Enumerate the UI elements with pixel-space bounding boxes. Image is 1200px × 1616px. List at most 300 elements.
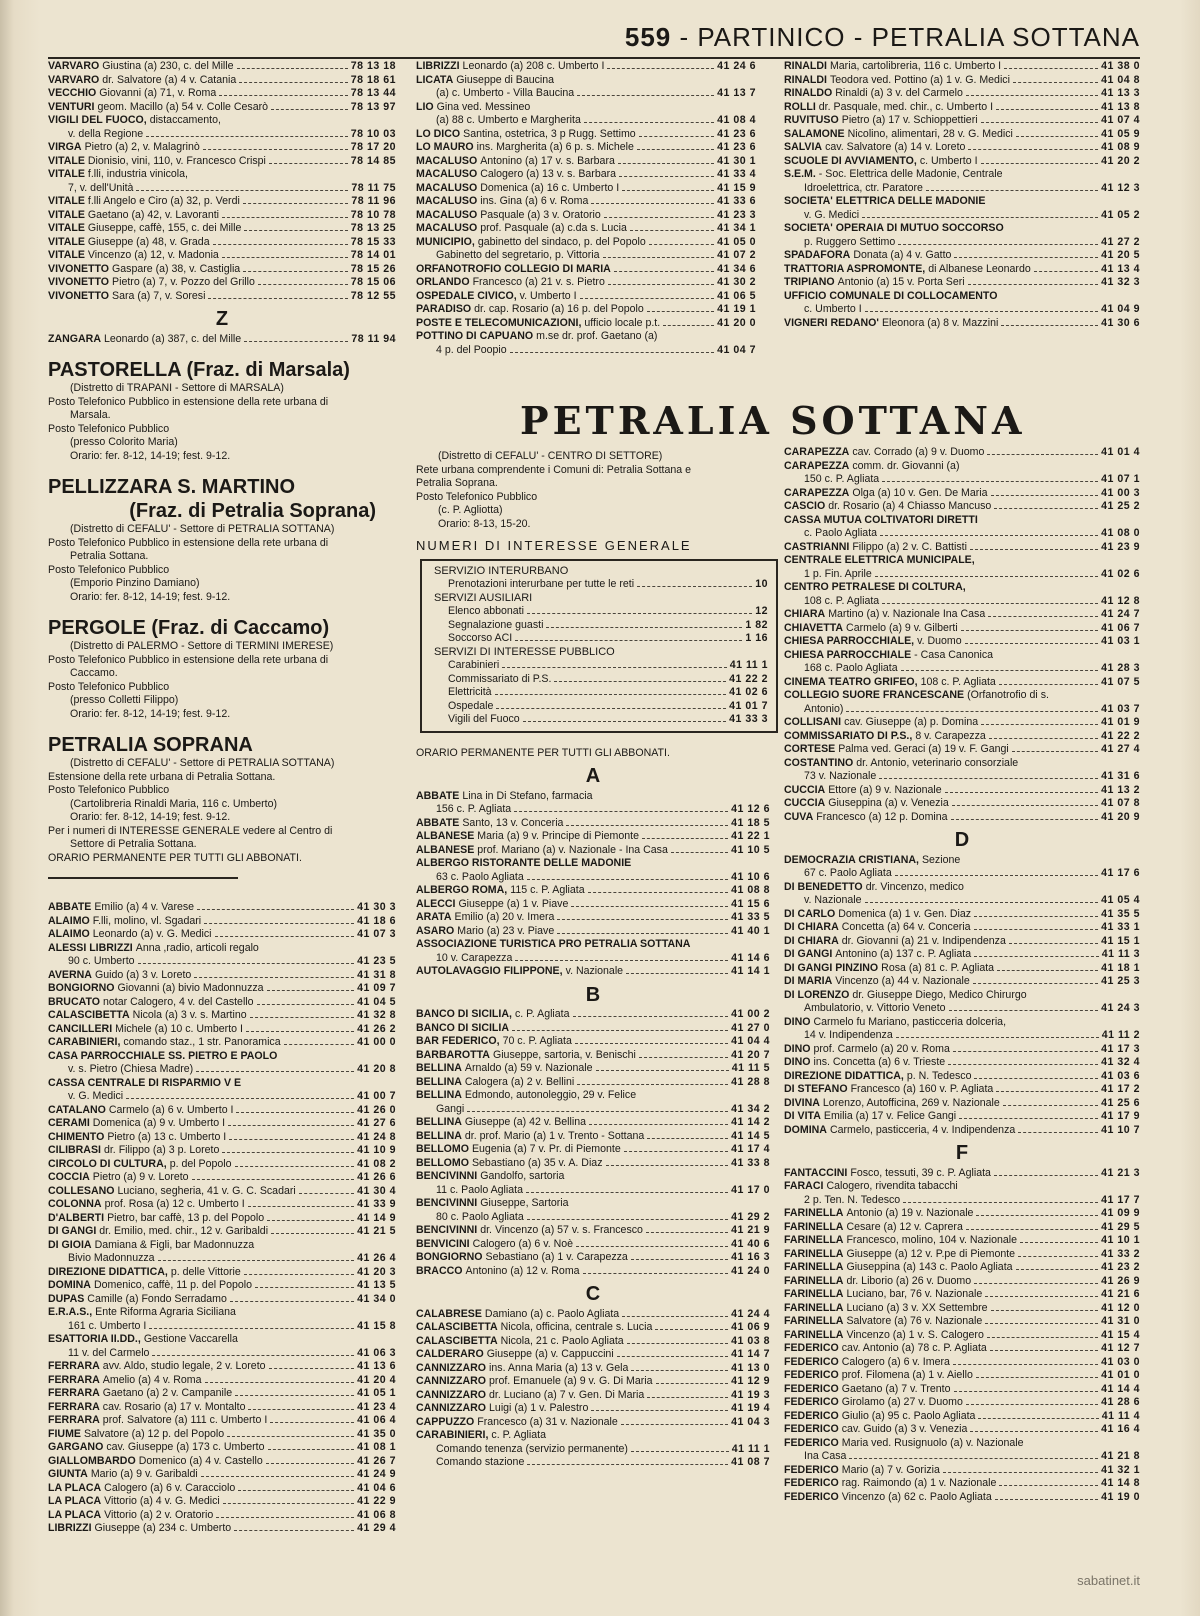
dot-leader xyxy=(589,1124,728,1125)
dot-leader xyxy=(968,284,1099,285)
dot-leader xyxy=(246,1031,354,1032)
entry-details: Antonino (a) 137 c. P. Agliata xyxy=(835,948,972,960)
entry-name: FEDERICO xyxy=(784,1490,839,1503)
directory-entry xyxy=(784,263,1140,277)
directory-entry xyxy=(784,473,1140,487)
entry-name: FEDERICO xyxy=(784,1396,839,1408)
entry-name: LO DICO xyxy=(416,127,461,140)
entry-name: VIVONETTO xyxy=(48,289,110,302)
directory-entry xyxy=(48,168,396,182)
entry-name: VECCHIO xyxy=(48,87,97,99)
entry-details: Pietro (a) 13 c. Umberto I xyxy=(107,1130,227,1143)
directory-entry xyxy=(784,1221,1140,1235)
info-line: (c. P. Agliotta) xyxy=(438,504,503,516)
entry-name: VITALE xyxy=(48,208,85,221)
directory-entry xyxy=(784,460,1140,474)
directory-entry xyxy=(416,128,756,142)
dot-leader xyxy=(194,977,354,978)
entry-phone: 41 17 9 xyxy=(1101,1110,1140,1122)
entry-details: prof. Salvatore (a) 111 c. Umberto I xyxy=(102,1414,268,1426)
entry-phone: 41 04 8 xyxy=(1101,73,1140,86)
dot-leader xyxy=(243,203,349,204)
entry-name: FEDERICO xyxy=(784,1369,839,1381)
entry-name: RINALDI xyxy=(784,60,827,72)
directory-entry xyxy=(48,222,396,236)
directory-entry xyxy=(416,114,756,128)
dot-leader xyxy=(271,109,348,110)
entry-name: COSTANTINO xyxy=(784,756,854,769)
entry-phone: 41 21 3 xyxy=(1101,1166,1140,1179)
entry-details: Donata (a) 4 v. Gatto xyxy=(853,249,952,261)
dot-leader xyxy=(988,616,1098,617)
entry-name: DOMINA xyxy=(48,1279,91,1291)
entry-name: BENCIVINNI xyxy=(416,1224,478,1236)
directory-entry xyxy=(784,1083,1140,1097)
entry-name: FEDERICO xyxy=(784,1423,839,1435)
dot-leader xyxy=(270,1422,354,1423)
entry-phone: 78 14 01 xyxy=(350,249,396,261)
entry-details: 150 c. P. Agliata xyxy=(804,473,880,485)
entry-name: LICATA xyxy=(416,73,454,86)
entry-name: ALAIMO xyxy=(48,914,90,927)
entry-details: dr. Emilio, med. chir., 12 v. Garibaldi xyxy=(99,1225,269,1237)
dot-leader xyxy=(557,919,728,920)
directory-entry xyxy=(784,622,1140,636)
entry-details: Nicola (a) 3 v. s. Martino xyxy=(132,1009,247,1021)
entry-details: Domenica (a) 9 v. Umberto I xyxy=(92,1117,226,1129)
directory-entry xyxy=(784,1410,1140,1424)
directory-entry xyxy=(784,662,1140,676)
dot-leader xyxy=(631,1259,728,1260)
entry-name: COMMISSARIATO DI P.S., xyxy=(784,729,913,742)
directory-entry xyxy=(784,1002,1140,1016)
entry-name: FARINELLA xyxy=(784,1220,844,1233)
entry-phone: 78 13 18 xyxy=(350,60,396,72)
dot-leader xyxy=(647,311,714,312)
dot-leader xyxy=(880,535,1098,536)
info-line: (Distretto di CEFALU' - CENTRO DI SETTORE) xyxy=(438,450,663,462)
info-line: Estensione della rete urbana di Petralia Sottana. xyxy=(48,770,276,783)
entry-phone: 41 33 2 xyxy=(1101,1247,1140,1260)
info-line: Posto Telefonico Pubblico in estensione della rete urbana di xyxy=(48,653,329,666)
entry-details: Edmondo, autonoleggio, 29 v. Felice xyxy=(464,1089,637,1101)
entry-details: Martino (a) v. Nazionale Ina Casa xyxy=(828,608,986,620)
entry-details: Comando stazione xyxy=(436,1456,525,1468)
directory-entry xyxy=(48,155,396,169)
pastorella-heading: PASTORELLA (Fraz. di Marsala) xyxy=(48,359,350,381)
entry-name: DINO xyxy=(784,1042,811,1055)
entry-details: Pietro (a) 2, v. Malagrinò xyxy=(84,141,200,153)
entry-phone: 41 25 2 xyxy=(1101,500,1140,512)
entry-name: CASSA MUTUA COLTIVATORI DIRETTI xyxy=(784,513,978,526)
pergole-info xyxy=(48,640,396,721)
entry-details: 11 v. del Carmelo xyxy=(68,1346,150,1359)
entry-details: prof. Filomena (a) 1 v. Aiello xyxy=(841,1369,973,1381)
directory-entry xyxy=(48,1387,396,1401)
entry-name: VITALE xyxy=(48,222,85,234)
entry-details: Antonio (a) 15 v. Porta Seri xyxy=(837,276,965,288)
entry-phone: 41 05 0 xyxy=(717,235,756,248)
entry-name: MACALUSO xyxy=(416,168,478,180)
entry-details: Emilia (a) 17 v. Felice Gangi xyxy=(823,1110,957,1122)
entry-name: DI GANGI xyxy=(784,948,833,960)
directory-entry xyxy=(48,1036,396,1050)
column-3-bottom xyxy=(784,446,1140,1504)
entry-phone: 41 20 2 xyxy=(1101,154,1140,167)
directory-entry xyxy=(48,1495,396,1509)
info-line: (Distretto di CEFALU' - Settore di PETRALIA SOTTANA) xyxy=(70,757,335,769)
entry-details: dr. Giuseppe Diego, Medico Chirurgo xyxy=(852,988,1027,1001)
dot-leader xyxy=(614,271,714,272)
entry-phone: 41 06 9 xyxy=(731,1321,770,1333)
entry-details: prof. Pasquale (a) c.da s. Lucia xyxy=(480,222,627,234)
entry-details: Giuseppe, sartoria, v. Benischi xyxy=(492,1048,636,1061)
entry-name: BANCO DI SICILIA, xyxy=(416,1008,512,1020)
entry-details: Santo, 13 v. Conceria xyxy=(462,816,564,829)
entry-phone: 41 32 1 xyxy=(1101,1463,1140,1476)
section-letter-a: A xyxy=(585,765,601,787)
dot-leader xyxy=(974,1078,1098,1079)
directory-entry xyxy=(416,344,756,358)
dot-leader xyxy=(250,1017,355,1018)
entry-details: c. P. Agliata xyxy=(491,1429,546,1441)
entry-details: Giustina (a) 230, c. del Mille xyxy=(102,60,234,72)
entry-phone: 41 29 4 xyxy=(357,1522,396,1534)
entry-phone: 41 01 4 xyxy=(1101,446,1140,458)
entry-phone: 41 13 2 xyxy=(1101,783,1140,796)
entry-details: dr. Rosario (a) 4 Chiasso Mancuso xyxy=(828,500,992,512)
entry-details: 1 p. Fin. Aprile xyxy=(804,567,872,580)
listing-c xyxy=(416,1308,770,1470)
entry-phone: 41 30 6 xyxy=(1101,316,1140,329)
entry-phone: 41 04 5 xyxy=(357,995,396,1008)
entry-phone: 78 17 20 xyxy=(350,141,396,153)
entry-details: Emilio (a) 20 v. Imera xyxy=(454,911,555,923)
entry-phone: 41 07 2 xyxy=(717,249,756,261)
directory-entry xyxy=(48,114,396,128)
entry-name: DINO xyxy=(784,1056,811,1068)
dot-leader xyxy=(1016,1269,1099,1270)
entry-phone: 41 17 0 xyxy=(731,1183,770,1196)
entry-details: Mario (a) 23 v. Piave xyxy=(457,924,555,937)
directory-entry xyxy=(784,1261,1140,1275)
directory-entry xyxy=(784,290,1140,304)
dot-leader xyxy=(631,1370,728,1371)
entry-details: Comando tenenza (servizio permanente) xyxy=(436,1442,628,1455)
entry-phone: 41 34 6 xyxy=(717,262,756,275)
entry-details: Antonino (a) 12 v. Roma xyxy=(465,1264,580,1277)
directory-entry xyxy=(434,700,768,714)
entry-phone: 41 15 8 xyxy=(357,1319,396,1332)
entry-phone: 41 23 3 xyxy=(717,208,756,221)
entry-details: Sebastiano (a) 35 v. A. Diaz xyxy=(471,1156,603,1169)
entry-phone: 41 03 1 xyxy=(1101,635,1140,647)
entry-name: DI LORENZO xyxy=(784,988,850,1001)
entry-name: MACALUSO xyxy=(416,181,478,194)
entry-details: 168 c. Paolo Agliata xyxy=(804,662,898,674)
entry-details: Vincenzo (a) 62 c. Paolo Agliata xyxy=(841,1490,992,1503)
entry-name: FERRARA xyxy=(48,1414,100,1426)
entry-name: BELLINA xyxy=(416,1129,462,1142)
dot-leader xyxy=(621,1424,728,1425)
info-line: Posto Telefonico Pubblico xyxy=(48,563,170,576)
entry-phone: 41 07 5 xyxy=(1101,675,1140,688)
dot-leader xyxy=(227,1436,354,1437)
directory-entry xyxy=(416,141,756,155)
entry-phone: 41 03 8 xyxy=(731,1334,770,1347)
entry-phone: 41 08 2 xyxy=(357,1157,396,1170)
info-line: (Emporio Pinzino Damiano) xyxy=(70,577,200,589)
entry-name: DI MARIA xyxy=(784,975,833,987)
dot-leader xyxy=(244,230,347,231)
dot-leader xyxy=(976,1215,1098,1216)
directory-entry xyxy=(784,1302,1140,1316)
dot-leader xyxy=(257,1004,355,1005)
entry-phone: 78 14 85 xyxy=(350,154,396,167)
directory-entry xyxy=(416,60,756,74)
directory-entry xyxy=(416,1143,770,1157)
entry-details: Eugenia (a) 7 v. Pr. di Piemonte xyxy=(471,1143,621,1155)
dot-leader xyxy=(222,217,348,218)
info-line: Posto Telefonico Pubblico xyxy=(48,422,170,435)
directory-entry xyxy=(784,568,1140,582)
directory-entry xyxy=(48,141,396,155)
entry-name: FERRARA xyxy=(48,1387,100,1399)
directory-entry xyxy=(784,114,1140,128)
dot-leader xyxy=(230,1301,354,1302)
entry-details: Damiano (a) c. Paolo Agliata xyxy=(484,1307,620,1320)
dot-leader xyxy=(527,1464,728,1465)
dot-leader xyxy=(267,1220,354,1221)
entry-phone: 41 14 8 xyxy=(1101,1477,1140,1489)
directory-entry xyxy=(784,595,1140,609)
entry-details: Bivio Madonnuzza xyxy=(68,1252,155,1264)
directory-entry xyxy=(48,1455,396,1469)
dot-leader xyxy=(639,136,714,137)
entry-phone: 41 17 7 xyxy=(1101,1193,1140,1206)
directory-entry xyxy=(416,871,770,885)
directory-entry xyxy=(48,209,396,223)
entry-phone: 41 09 7 xyxy=(357,982,396,994)
directory-entry xyxy=(784,487,1140,501)
entry-details: Concetta (a) 64 v. Conceria xyxy=(841,921,971,933)
dot-leader xyxy=(630,230,714,231)
directory-entry xyxy=(48,1320,396,1334)
dot-leader xyxy=(244,1274,354,1275)
entry-details: 4 p. del Poopio xyxy=(436,343,507,356)
entry-name: RUVITUSO xyxy=(784,114,839,126)
dot-leader xyxy=(1003,1105,1098,1106)
directory-entry xyxy=(416,1008,770,1022)
entry-details: dr. Pasquale, med. chir., c. Umberto I xyxy=(818,100,994,113)
info-line: Caccamo. xyxy=(70,667,118,679)
entry-phone: 41 32 8 xyxy=(357,1009,396,1021)
entry-details: dr. Filippo (a) 3 p. Loreto xyxy=(103,1144,220,1156)
entry-details: Vincenzo (a) 1 v. S. Calogero xyxy=(846,1328,984,1341)
entry-details: Ina Casa xyxy=(804,1450,847,1462)
directory-entry xyxy=(784,276,1140,290)
entry-name: FEDERICO xyxy=(784,1382,839,1395)
entry-name: CINEMA TEATRO GRIFEO, xyxy=(784,675,918,688)
entry-phone: 41 32 3 xyxy=(1101,276,1140,288)
entry-details: Arnaldo (a) 59 v. Nazionale xyxy=(464,1062,593,1074)
entry-name: VITALE xyxy=(48,235,85,248)
listing-z xyxy=(48,333,396,347)
dot-leader xyxy=(949,1010,1099,1011)
entry-name: CHIARA xyxy=(784,608,826,620)
directory-entry xyxy=(784,1437,1140,1451)
entry-details: Anna ,radio, articoli regalo xyxy=(135,941,259,954)
pellizzara-heading: PELLIZZARA S. MARTINO xyxy=(48,476,296,498)
entry-phone: 41 10 1 xyxy=(1101,1234,1140,1246)
entry-name: BENCIVINNI xyxy=(416,1197,478,1209)
directory-entry xyxy=(48,1441,396,1455)
info-line: Posto Telefonico Pubblico xyxy=(48,680,170,693)
directory-entry xyxy=(784,894,1140,908)
listing-b xyxy=(416,1008,770,1278)
entry-name: CASSA CENTRALE DI RISPARMIO V E xyxy=(48,1076,242,1089)
entry-name: SPADAFORA xyxy=(784,249,851,261)
dot-leader xyxy=(642,838,728,839)
entry-name: D'ALBERTI xyxy=(48,1211,105,1224)
entry-details: Vittorio (a) 4 v. G. Medici xyxy=(104,1495,220,1507)
orario-note: ORARIO PERMANENTE PER TUTTI GLI ABBONATI. xyxy=(416,746,670,759)
entry-details: Gabinetto del segretario, p. Vittoria xyxy=(436,249,600,261)
dot-leader xyxy=(954,257,1098,258)
directory-entry xyxy=(434,632,768,646)
directory-entry xyxy=(416,1443,770,1457)
entry-phone: 41 10 5 xyxy=(731,843,770,856)
directory-entry xyxy=(416,1238,770,1252)
directory-entry xyxy=(48,1117,396,1131)
entry-phone: 41 33 5 xyxy=(731,911,770,923)
entry-name: DI CARLO xyxy=(784,907,836,920)
entry-name: CARABINIERI, xyxy=(416,1429,489,1441)
entry-name: SOCIETA' ELETTRICA DELLE MADONIE xyxy=(784,195,986,207)
info-line: Rete urbana comprendente i Comuni di: Petralia Sottana e xyxy=(416,463,692,476)
directory-entry xyxy=(416,1116,770,1130)
entry-details: Carmelo (a) 6 v. Umberto I xyxy=(108,1103,234,1116)
entry-phone: 41 15 4 xyxy=(1101,1328,1140,1341)
entry-name: OSPEDALE CIVICO, xyxy=(416,289,517,302)
dot-leader xyxy=(527,1219,728,1220)
entry-name: CANNIZZARO xyxy=(416,1361,487,1374)
dot-leader xyxy=(968,149,1098,150)
directory-entry xyxy=(48,1293,396,1307)
info-line: Posto Telefonico Pubblico xyxy=(416,490,538,503)
entry-details: 67 c. Paolo Agliata xyxy=(804,867,892,879)
entry-phone: 41 27 0 xyxy=(731,1021,770,1034)
entry-details: Amelio (a) 4 v. Roma xyxy=(102,1373,202,1386)
entry-details: Luciano, segheria, 41 v. G. C. Scadari xyxy=(117,1184,296,1197)
info-line: Settore di Petralia Sottana. xyxy=(70,838,197,850)
box-section-title: SERVIZI AUSILIARI xyxy=(434,591,533,604)
entry-phone: 41 16 4 xyxy=(1101,1423,1140,1435)
dot-leader xyxy=(576,1246,728,1247)
entry-name: CASCIO xyxy=(784,500,826,512)
entry-name: FARINELLA xyxy=(784,1301,844,1314)
entry-details: c. P. Agliata xyxy=(514,1008,570,1020)
directory-entry xyxy=(48,1252,396,1266)
entry-phone: 41 20 4 xyxy=(357,1373,396,1386)
entry-details: Salvatore (a) 76 v. Nazionale xyxy=(846,1315,983,1327)
entry-phone: 41 05 4 xyxy=(1101,894,1140,906)
directory-entry xyxy=(48,1482,396,1496)
entry-name: CILIBRASI xyxy=(48,1144,101,1156)
dot-leader xyxy=(204,923,354,924)
entry-phone: 41 01 0 xyxy=(1101,1369,1140,1381)
entry-phone: 41 12 8 xyxy=(1101,594,1140,607)
entry-name: DI GANGI PINZINO xyxy=(784,961,879,974)
directory-entry xyxy=(784,935,1140,949)
dot-leader xyxy=(527,879,728,880)
directory-entry xyxy=(48,87,396,101)
entry-phone: 41 17 6 xyxy=(1101,867,1140,879)
entry-details: Lorenzo, Autofficina, 269 v. Nazionale xyxy=(822,1096,1000,1109)
entry-phone: 41 10 9 xyxy=(357,1144,396,1156)
entry-details: Damiana & Figli, bar Madonnuzza xyxy=(94,1238,255,1251)
entry-phone: 41 22 2 xyxy=(1101,729,1140,742)
directory-entry xyxy=(48,1171,396,1185)
entry-phone: 41 14 7 xyxy=(731,1348,770,1360)
info-line: Per i numeri di INTERESSE GENERALE vedere al Centro di xyxy=(48,824,333,837)
entry-details: p. delle Vittorie xyxy=(170,1265,241,1278)
directory-entry xyxy=(48,1023,396,1037)
entry-details: Mario (a) 7 v. Gorizia xyxy=(841,1463,940,1476)
directory-entry xyxy=(48,195,396,209)
entry-details: Soccorso ACI xyxy=(448,632,513,644)
dot-leader xyxy=(996,1091,1098,1092)
dot-leader xyxy=(898,244,1098,245)
entry-details: 2 p. Ten. N. Tedesco xyxy=(804,1193,901,1206)
entry-phone: 41 22 2 xyxy=(729,672,768,685)
directory-entry xyxy=(784,854,1140,868)
entry-details: dr. Salvatore (a) 4 v. Catania xyxy=(102,73,237,86)
dot-leader xyxy=(495,694,727,695)
entry-name: COCCIA xyxy=(48,1171,90,1183)
entry-phone: 41 12 3 xyxy=(1101,181,1140,194)
entry-phone: 41 01 9 xyxy=(1101,716,1140,728)
entry-details: Giovanni (a) 71, v. Roma xyxy=(99,87,217,99)
entry-details: Luciano (a) 3 v. XX Settembre xyxy=(846,1301,988,1314)
entry-name: ZANGARA xyxy=(48,332,101,345)
entry-name: BELLINA xyxy=(416,1116,462,1128)
dot-leader xyxy=(1018,1256,1098,1257)
entry-details: 108 c. P. Agliata xyxy=(804,594,880,607)
entry-name: LA PLACA xyxy=(48,1481,102,1494)
entry-details: (Orfanotrofio di s. xyxy=(967,689,1049,701)
entry-name: E.R.A.S., xyxy=(48,1306,93,1318)
entry-details: cav. Giuseppe (a) 173 c. Umberto xyxy=(106,1441,265,1453)
dot-leader xyxy=(235,1166,355,1167)
entry-phone: 41 08 8 xyxy=(731,884,770,896)
directory-entry xyxy=(48,1401,396,1415)
dot-leader xyxy=(655,1329,728,1330)
entry-name: COLONNA xyxy=(48,1198,102,1210)
entry-phone: 41 33 1 xyxy=(1101,921,1140,933)
directory-entry xyxy=(784,676,1140,690)
entry-name: BANCO DI SICILIA xyxy=(416,1021,509,1034)
dot-leader xyxy=(554,681,726,682)
entry-details: Gaetano (a) 7 v. Trento xyxy=(841,1382,951,1395)
dot-leader xyxy=(903,1202,1098,1203)
dot-leader xyxy=(618,163,714,164)
directory-entry xyxy=(416,898,770,912)
entry-name: VITALE xyxy=(48,249,85,261)
entry-phone: 41 13 4 xyxy=(1101,262,1140,275)
entry-phone: 41 08 7 xyxy=(731,1456,770,1468)
dot-leader xyxy=(970,1431,1098,1432)
